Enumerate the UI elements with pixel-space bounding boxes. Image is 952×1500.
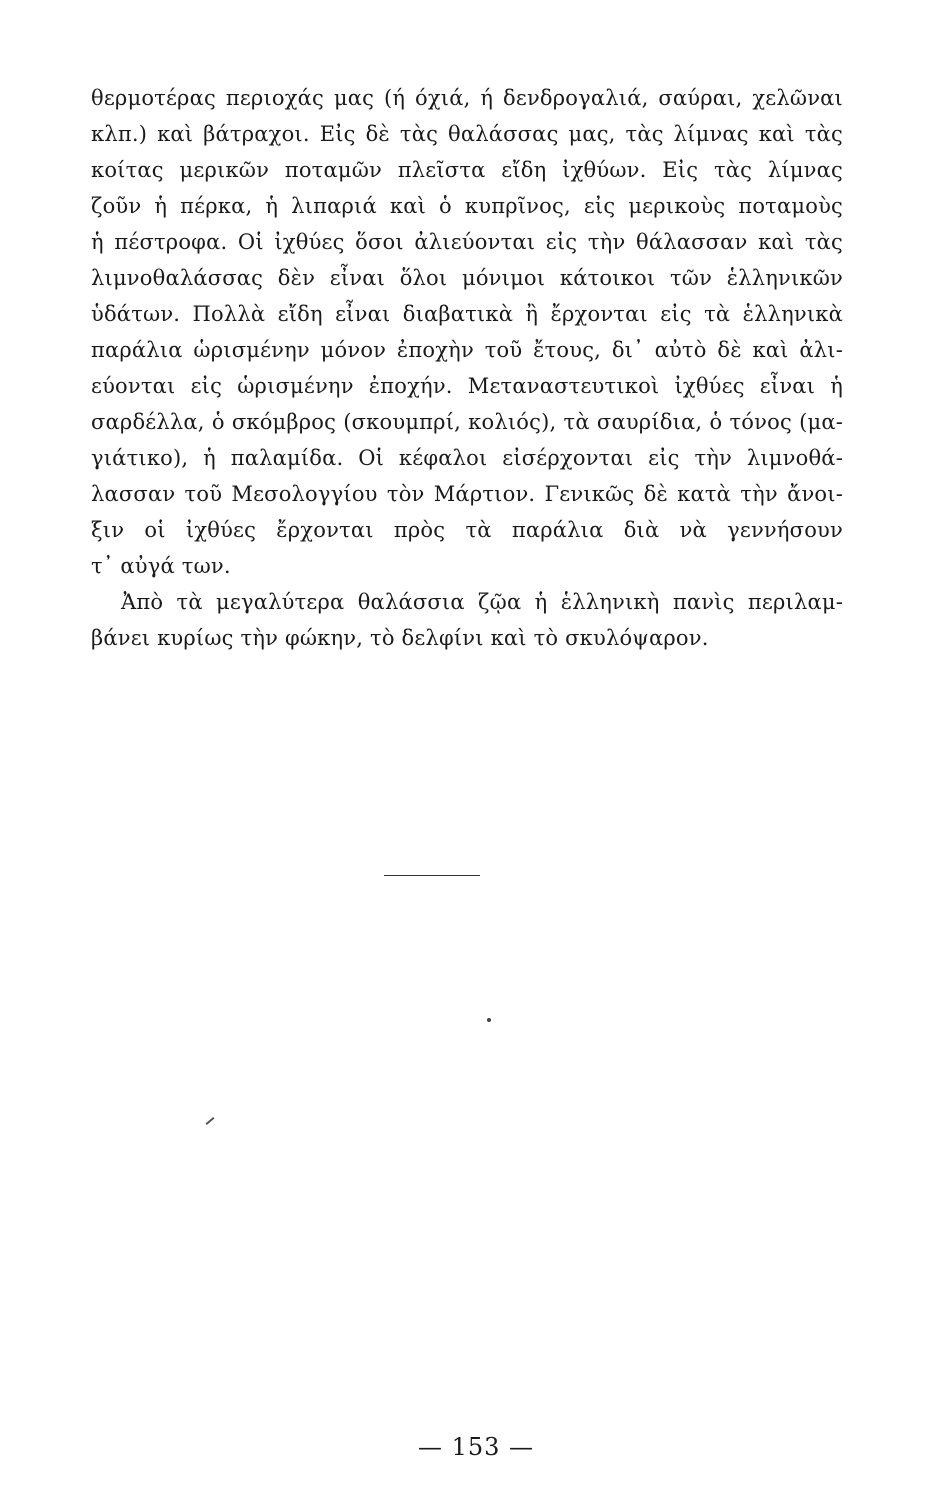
text-line: σαρδέλλα, ὁ σκόμβρος (σκουμπρί, κολιός), τὰ σαυρίδια, ὁ τόνος (μα- [91, 410, 843, 434]
text-line: λασσαν τοῦ Μεσολογγίου τὸν Μάρτιον. Γενικῶς δὲ κατὰ τὴν ἄνοι- [91, 482, 843, 506]
section-divider [384, 875, 480, 876]
text-line: ἡ πέστροφα. Οἱ ἰχθύες ὅσοι ἀλιεύονται εἰς τὴν θάλασσαν καὶ τὰς [91, 230, 843, 254]
text-line: τ᾽ αὐγά των. [91, 554, 231, 578]
text-line: κλπ.) καὶ βάτραχοι. Εἰς δὲ τὰς θαλάσσας μας, τὰς λίμνας καὶ τὰς [91, 122, 843, 146]
text-line: κοίτας μερικῶν ποταμῶν πλεῖστα εἴδη ἰχθύων. Εἰς τὰς λίμνας [91, 158, 843, 182]
print-speck [206, 1117, 215, 1125]
text-line: ζοῦν ἡ πέρκα, ἡ λιπαριά καὶ ὁ κυπρῖνος, εἰς μερικοὺς ποταμοὺς [91, 194, 843, 218]
text-line: ξιν οἱ ἰχθύες ἔρχονται πρὸς τὰ παράλια διὰ νὰ γεννήσουν [91, 518, 843, 542]
text-line: ὑδάτων. Πολλὰ εἴδη εἶναι διαβατικὰ ἢ ἔρχονται εἰς τὰ ἑλληνικὰ [91, 302, 843, 326]
text-line: γιάτικο), ἡ παλαμίδα. Οἱ κέφαλοι εἰσέρχονται εἰς τὴν λιμνοθά- [91, 446, 843, 470]
text-line: Ἀπὸ τὰ μεγαλύτερα θαλάσσια ζῷα ἡ ἑλληνικὴ πανὶς περιλαμ- [121, 590, 843, 614]
text-line: θερμοτέρας περιοχάς μας (ή όχιά, ή δενδρογαλιά, σαύραι, χελῶναι [91, 86, 843, 110]
text-line: βάνει κυρίως τὴν φώκην, τὸ δελφίνι καὶ τὸ σκυλόψαρον. [91, 626, 709, 650]
text-line: παράλια ὡρισμένην μόνον ἐποχὴν τοῦ ἔτους, δι᾽ αὐτὸ δὲ καὶ ἀλι- [91, 338, 843, 362]
body-text [91, 80, 843, 656]
text-line: λιμνοθαλάσσας δὲν εἶναι ὅλοι μόνιμοι κάτοικοι τῶν ἑλληνικῶν [91, 266, 843, 290]
page-number: — 153 — [417, 1433, 535, 1461]
text-line: εύονται εἰς ὡρισμένην ἐποχήν. Μεταναστευτικοὶ ἰχθύες εἶναι ἡ [91, 374, 843, 398]
print-speck [487, 1018, 491, 1022]
